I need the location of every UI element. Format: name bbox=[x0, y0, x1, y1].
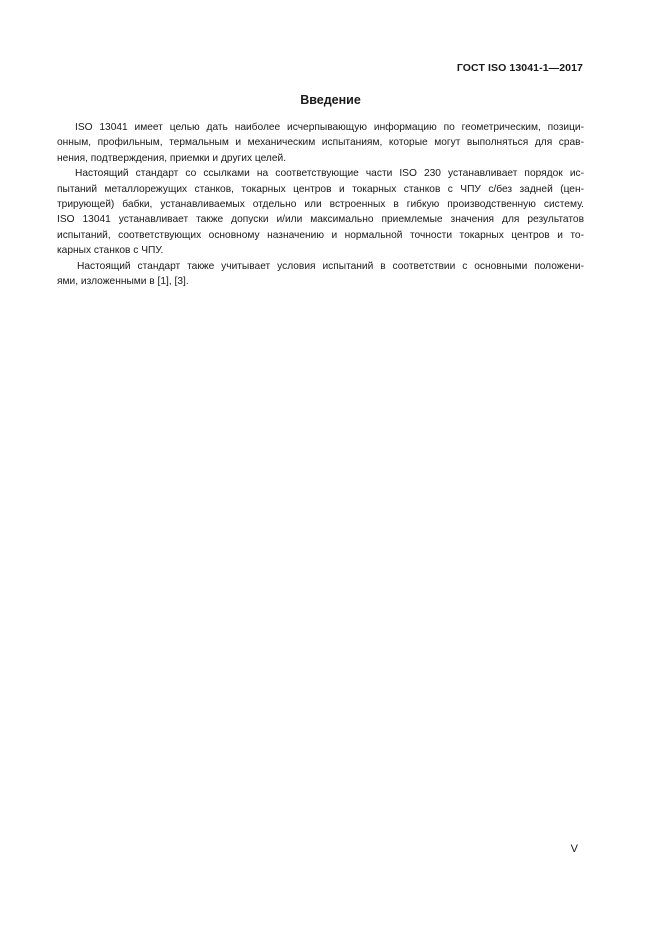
paragraph bbox=[57, 120, 584, 166]
text-line: испытаний, соответствующих основному назначению и нормальной точности токарных центров и то- bbox=[57, 229, 584, 241]
section-title: Введение bbox=[300, 93, 361, 107]
text-line: Настоящий стандарт также учитывает условия испытаний в соответствии с основными положени- bbox=[77, 260, 584, 272]
text-line: ISO 13041 имеет целью дать наиболее исчерпывающую информацию по геометрическим, позици- bbox=[75, 122, 584, 133]
text-line: Настоящий стандарт со ссылками на соответствующие части ISO 230 устанавливает порядок ис- bbox=[75, 168, 584, 180]
text-line: карных станков с ЧПУ. bbox=[57, 245, 164, 257]
text-line: онным, профильным, термальным и механическим испытаниям, которые могут выполняться для срав- bbox=[57, 137, 584, 149]
text-line: ями, изложенными в [1], [3]. bbox=[57, 276, 189, 288]
document-id: ГОСТ ISO 13041-1—2017 bbox=[456, 62, 583, 74]
body-text bbox=[57, 120, 584, 289]
paragraph bbox=[57, 166, 584, 258]
page-number: V bbox=[570, 843, 578, 855]
text-line: ISO 13041 устанавливает также допуски и/или максимально приемлемые значения для результатов bbox=[57, 214, 584, 226]
text-line: пытаний металлорежущих станков, токарных центров и токарных станков с ЧПУ с/без задней (цен- bbox=[57, 183, 584, 195]
paragraph bbox=[57, 259, 584, 290]
text-line: нения, подтверждения, приемки и других целей. bbox=[57, 152, 287, 164]
text-line: трирующей) бабки, устанавливаемых отдельно или встроенных в гибкую производственную систему. bbox=[57, 199, 584, 211]
